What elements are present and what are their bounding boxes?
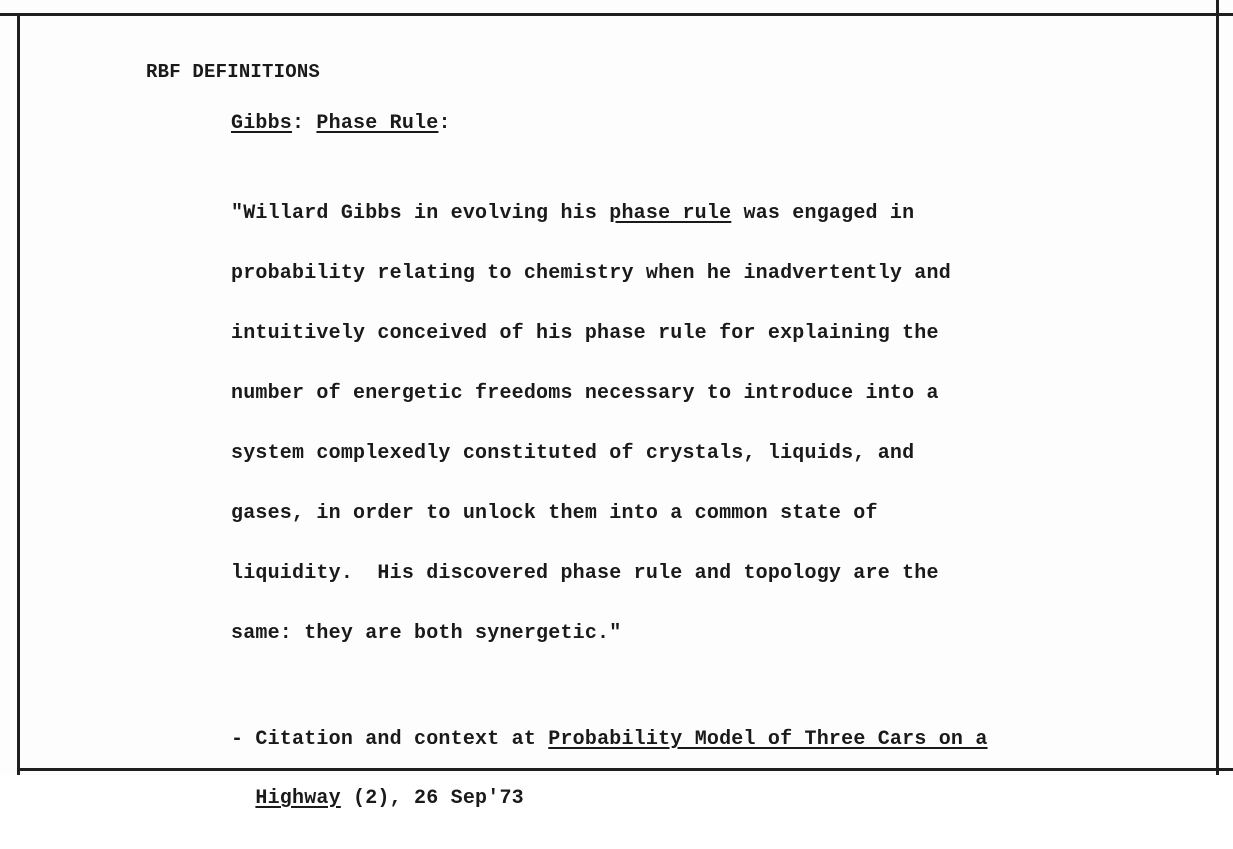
card-header: RBF DEFINITIONS xyxy=(146,61,321,83)
card-border-top xyxy=(0,13,1233,16)
quote-line: gases, in order to unlock them into a common state of xyxy=(231,502,878,525)
quote-text: "Willard Gibbs in evolving his xyxy=(231,202,610,225)
quote-line: same: they are both synergetic." xyxy=(231,622,622,645)
citation-line xyxy=(231,730,988,749)
quote-line xyxy=(231,204,951,224)
citation-prefix: - Citation and context at xyxy=(231,728,549,751)
card-border-left xyxy=(17,13,20,775)
citation-source: Probability Model of Three Cars on a xyxy=(548,728,988,751)
quote-line: intuitively conceived of his phase rule for explaining the xyxy=(231,322,939,345)
quote-text: was engaged in xyxy=(731,202,915,225)
quote-underlined-term: phase rule xyxy=(609,202,732,225)
citation xyxy=(231,690,988,848)
card-border-right xyxy=(1216,0,1219,775)
definition-quote xyxy=(231,164,951,684)
entry-term: Gibbs xyxy=(231,112,293,135)
entry-subterm: Phase Rule xyxy=(316,112,439,135)
citation-date: (2), 26 Sep'73 xyxy=(340,787,524,810)
citation-indent xyxy=(231,787,255,810)
quote-line: system complexedly constituted of crystals, liquids, and xyxy=(231,442,915,465)
entry-subterm-suffix: : xyxy=(438,112,451,135)
citation-line xyxy=(231,789,988,808)
citation-source: Highway xyxy=(255,787,341,810)
quote-line: number of energetic freedoms necessary to introduce into a xyxy=(231,382,939,405)
entry-heading xyxy=(231,114,451,134)
entry-separator: : xyxy=(292,112,317,135)
quote-line: probability relating to chemistry when he inadvertently and xyxy=(231,262,951,285)
quote-line: liquidity. His discovered phase rule and topology are the xyxy=(231,562,939,585)
